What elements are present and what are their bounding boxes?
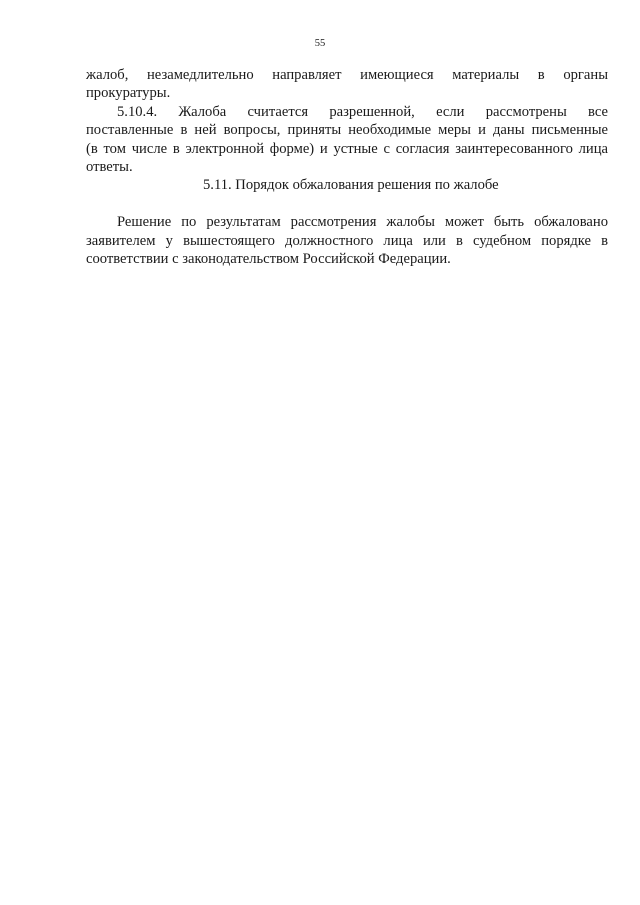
text-line: прокуратуры. [86, 85, 171, 102]
text-line: заявителем у вышестоящего должностного лица или в судебном порядке в [86, 232, 608, 249]
text-line: (в том числе в электронной форме) и устные с согласия заинтересованного лица [86, 140, 608, 157]
section-heading-5-11: 5.11. Порядок обжалования решения по жалобе [203, 177, 499, 194]
text-line: поставленные в ней вопросы, приняты необходимые меры и даны письменные [86, 122, 608, 139]
paragraph-appeal-decision [86, 213, 608, 268]
paragraph-5-10-4 [86, 103, 608, 177]
document-body [86, 66, 608, 268]
text-line: ответы. [86, 159, 133, 176]
paragraph-spacer [86, 195, 608, 213]
text-line: 5.10.4. Жалоба считается разрешенной, если рассмотрены все [117, 103, 608, 120]
page-number: 55 [314, 38, 326, 49]
paragraph-prosecution-referral [86, 66, 608, 103]
text-line: соответствии с законодательством Российской Федерации. [86, 251, 451, 268]
text-line: Решение по результатам рассмотрения жалобы может быть обжаловано [117, 214, 608, 231]
text-line: жалоб, незамедлительно направляет имеющиеся материалы в органы [86, 67, 608, 83]
